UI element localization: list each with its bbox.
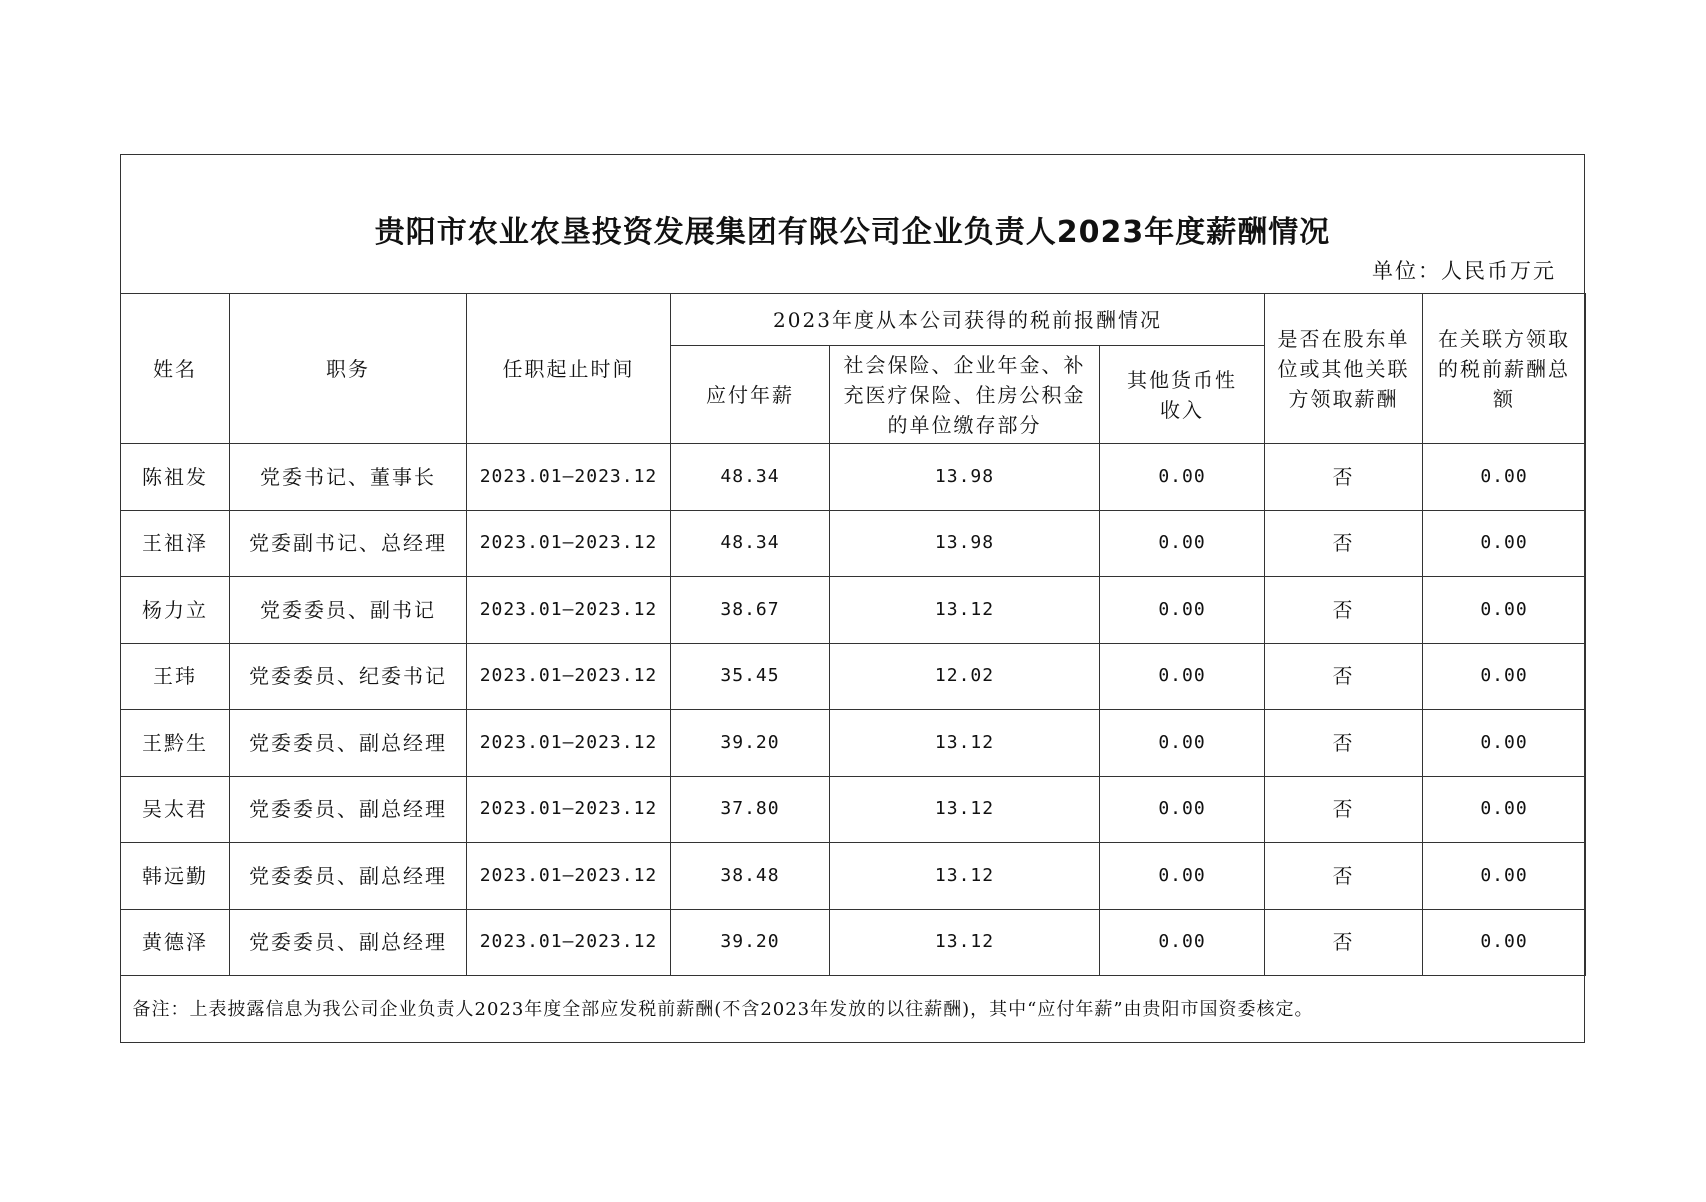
cell-position: 党委委员、副总经理 <box>230 909 467 976</box>
cell-other: 0.00 <box>1100 643 1265 710</box>
table-row <box>121 776 1586 843</box>
cell-term: 2023.01—2023.12 <box>467 577 671 644</box>
table-row <box>121 909 1586 976</box>
cell-insurance: 13.12 <box>830 909 1100 976</box>
cell-position: 党委副书记、总经理 <box>230 510 467 577</box>
cell-related-total: 0.00 <box>1423 909 1586 976</box>
cell-position: 党委委员、纪委书记 <box>230 643 467 710</box>
cell-salary: 48.34 <box>671 444 830 511</box>
header-name: 姓名 <box>121 294 230 444</box>
cell-related: 否 <box>1265 843 1423 910</box>
cell-related-total: 0.00 <box>1423 643 1586 710</box>
unit-label: 单位：人民币万元 <box>1372 259 1556 283</box>
cell-other: 0.00 <box>1100 710 1265 777</box>
footnote: 备注：上表披露信息为我公司企业负责人2023年度全部应发税前薪酬(不含2023年发放的以往薪酬)，其中“应付年薪”由贵阳市国资委核定。 <box>121 976 1586 1044</box>
cell-related-total: 0.00 <box>1423 510 1586 577</box>
cell-other: 0.00 <box>1100 510 1265 577</box>
document-title: 贵阳市农业农垦投资发展集团有限公司企业负责人2023年度薪酬情况 <box>374 215 1331 250</box>
header-group: 2023年度从本公司获得的税前报酬情况 <box>671 294 1265 346</box>
cell-name: 黄德泽 <box>121 909 230 976</box>
cell-other: 0.00 <box>1100 577 1265 644</box>
cell-other: 0.00 <box>1100 444 1265 511</box>
cell-related-total: 0.00 <box>1423 776 1586 843</box>
table-row <box>121 510 1586 577</box>
cell-related-total: 0.00 <box>1423 444 1586 511</box>
header-other: 其他货币性收入 <box>1100 346 1265 444</box>
cell-term: 2023.01—2023.12 <box>467 776 671 843</box>
cell-position: 党委委员、副总经理 <box>230 776 467 843</box>
cell-related: 否 <box>1265 643 1423 710</box>
cell-related-total: 0.00 <box>1423 843 1586 910</box>
cell-insurance: 13.98 <box>830 444 1100 511</box>
table-row <box>121 843 1586 910</box>
cell-name: 杨力立 <box>121 577 230 644</box>
cell-salary: 39.20 <box>671 710 830 777</box>
cell-name: 吴太君 <box>121 776 230 843</box>
cell-insurance: 12.02 <box>830 643 1100 710</box>
cell-salary: 37.80 <box>671 776 830 843</box>
cell-related: 否 <box>1265 577 1423 644</box>
cell-term: 2023.01—2023.12 <box>467 510 671 577</box>
cell-name: 王玮 <box>121 643 230 710</box>
table-row <box>121 577 1586 644</box>
cell-position: 党委委员、副总经理 <box>230 710 467 777</box>
cell-insurance: 13.98 <box>830 510 1100 577</box>
cell-related-total: 0.00 <box>1423 710 1586 777</box>
cell-other: 0.00 <box>1100 776 1265 843</box>
cell-insurance: 13.12 <box>830 710 1100 777</box>
cell-insurance: 13.12 <box>830 843 1100 910</box>
cell-name: 王黔生 <box>121 710 230 777</box>
cell-name: 韩远勤 <box>121 843 230 910</box>
cell-salary: 38.67 <box>671 577 830 644</box>
header-related: 是否在股东单位或其他关联方领取薪酬 <box>1265 294 1423 444</box>
cell-other: 0.00 <box>1100 909 1265 976</box>
cell-name: 王祖泽 <box>121 510 230 577</box>
cell-related: 否 <box>1265 776 1423 843</box>
cell-term: 2023.01—2023.12 <box>467 843 671 910</box>
header-insurance: 社会保险、企业年金、补充医疗保险、住房公积金的单位缴存部分 <box>830 346 1100 444</box>
cell-related: 否 <box>1265 909 1423 976</box>
cell-insurance: 13.12 <box>830 776 1100 843</box>
cell-position: 党委书记、董事长 <box>230 444 467 511</box>
cell-insurance: 13.12 <box>830 577 1100 644</box>
cell-related: 否 <box>1265 510 1423 577</box>
cell-term: 2023.01—2023.12 <box>467 710 671 777</box>
cell-term: 2023.01—2023.12 <box>467 643 671 710</box>
cell-salary: 38.48 <box>671 843 830 910</box>
cell-position: 党委委员、副总经理 <box>230 843 467 910</box>
cell-salary: 39.20 <box>671 909 830 976</box>
header-position: 职务 <box>230 294 467 444</box>
compensation-table <box>120 293 1586 1043</box>
cell-other: 0.00 <box>1100 843 1265 910</box>
compensation-document <box>120 154 1585 1043</box>
cell-name: 陈祖发 <box>121 444 230 511</box>
table-row <box>121 710 1586 777</box>
cell-related: 否 <box>1265 710 1423 777</box>
header-term: 任职起止时间 <box>467 294 671 444</box>
cell-salary: 35.45 <box>671 643 830 710</box>
table-row <box>121 643 1586 710</box>
table-row <box>121 444 1586 511</box>
cell-term: 2023.01—2023.12 <box>467 444 671 511</box>
cell-term: 2023.01—2023.12 <box>467 909 671 976</box>
header-salary: 应付年薪 <box>671 346 830 444</box>
header-related-total: 在关联方领取的税前薪酬总额 <box>1423 294 1586 444</box>
cell-position: 党委委员、副书记 <box>230 577 467 644</box>
cell-related: 否 <box>1265 444 1423 511</box>
cell-salary: 48.34 <box>671 510 830 577</box>
cell-related-total: 0.00 <box>1423 577 1586 644</box>
